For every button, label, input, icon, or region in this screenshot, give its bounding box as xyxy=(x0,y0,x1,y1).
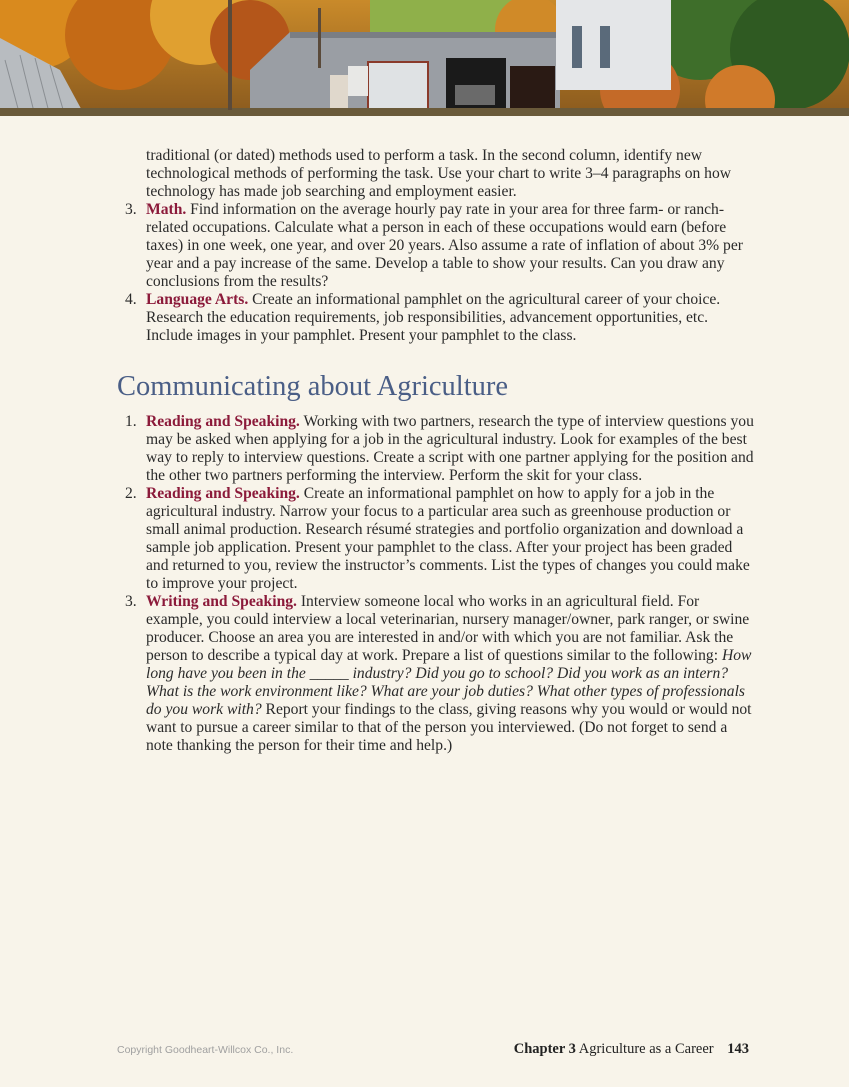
item-body: Interview someone local who works in an agricultural field. For example, you could interview a local veterinarian, nursery manager/owner, park ranger, or swine producer. Choose an area you are interested in and/or with which you are not familiar. Ask the person to describe a typical day at work. Prepare a list of questions similar to the following: xyxy=(146,593,750,664)
activity-list-a xyxy=(117,201,757,345)
item-text xyxy=(146,201,757,291)
list-item xyxy=(117,413,757,485)
item-body: Working with two partners, research the type of interview questions you may be asked when applying for a job in the agricultural industry. Look for examples of the best way to reply to interview questions. Create a script with one partner applying for the position and the other two partners performing the interview. Perform the skit for your class. xyxy=(146,413,754,484)
item-number: 3. xyxy=(125,201,137,218)
item-text xyxy=(146,413,757,485)
item-number: 3. xyxy=(125,593,137,610)
copyright-notice: Copyright Goodheart-Willcox Co., Inc. xyxy=(117,1044,294,1056)
continued-paragraph: traditional (or dated) methods used to perform a task. In the second column, identify new technological methods of performing the task. Use your chart to write 3–4 paragraphs on how technology has made job searching and employment easier. xyxy=(146,147,732,200)
list-item xyxy=(117,485,757,593)
item-text xyxy=(146,593,757,755)
item-text xyxy=(146,291,757,345)
chapter-label: Chapter 3 xyxy=(513,1041,576,1057)
item-body-end: Report your findings to the class, giving reasons why you would or would not want to pursue a career similar to that of the person you interviewed. (Do not forget to send a note thanking the person for their time and help.) xyxy=(146,701,752,754)
item-body: Create an informational pamphlet on the agricultural career of your choice. Research the education requirements, job responsibilities, advancement opportunities, etc. Include images in your pamphlet. Present your pamphlet to the class. xyxy=(146,291,721,344)
farm-barn-photo xyxy=(0,0,849,116)
main-content xyxy=(117,147,757,755)
item-text xyxy=(146,485,757,593)
list-item xyxy=(117,593,757,755)
item-number: 1. xyxy=(125,413,137,430)
item-body: Find information on the average hourly pay rate in your area for three farm- or ranch-related occupations. Calculate what a person in each of these occupations would earn (before taxes) in one week, one year, and over 20 years. Also assume a rate of inflation of about 3% per year and a pay increase of the same. Develop a table to show your results. Can you draw any conclusions from the results? xyxy=(146,201,743,290)
header-photo-banner xyxy=(0,0,849,116)
page-number: 143 xyxy=(727,1041,749,1057)
item-number: 2. xyxy=(125,485,137,502)
chapter-title: Agriculture as a Career xyxy=(578,1041,714,1057)
item-body: Create an informational pamphlet on how to apply for a job in the agricultural industry. Narrow your focus to a particular area such as greenhouse production or small animal production. Research résumé strategies and portfolio organization and download a sample job application. Present your pamphlet to the class. After your project has been graded and returned to you, review the instructor’s comments. List the types of changes you could make to improve your project. xyxy=(146,485,750,592)
list-item xyxy=(117,201,757,291)
activity-list-b xyxy=(117,413,757,755)
item-lead: Language Arts. xyxy=(146,291,249,308)
page-footer xyxy=(514,1041,749,1058)
list-item xyxy=(117,291,757,345)
item-lead: Writing and Speaking. xyxy=(146,593,297,610)
item-lead: Reading and Speaking. xyxy=(146,485,300,502)
item-lead: Math. xyxy=(146,201,187,218)
section-heading: Communicating about Agriculture xyxy=(117,371,509,402)
sample-questions: How long have you been in the _____ industry? Did you go to school? Did you work as an intern? What is the work environment like? What are your job duties? What other types of professionals do you work with? xyxy=(146,647,752,718)
item-number: 4. xyxy=(125,291,137,308)
item-lead: Reading and Speaking. xyxy=(146,413,300,430)
